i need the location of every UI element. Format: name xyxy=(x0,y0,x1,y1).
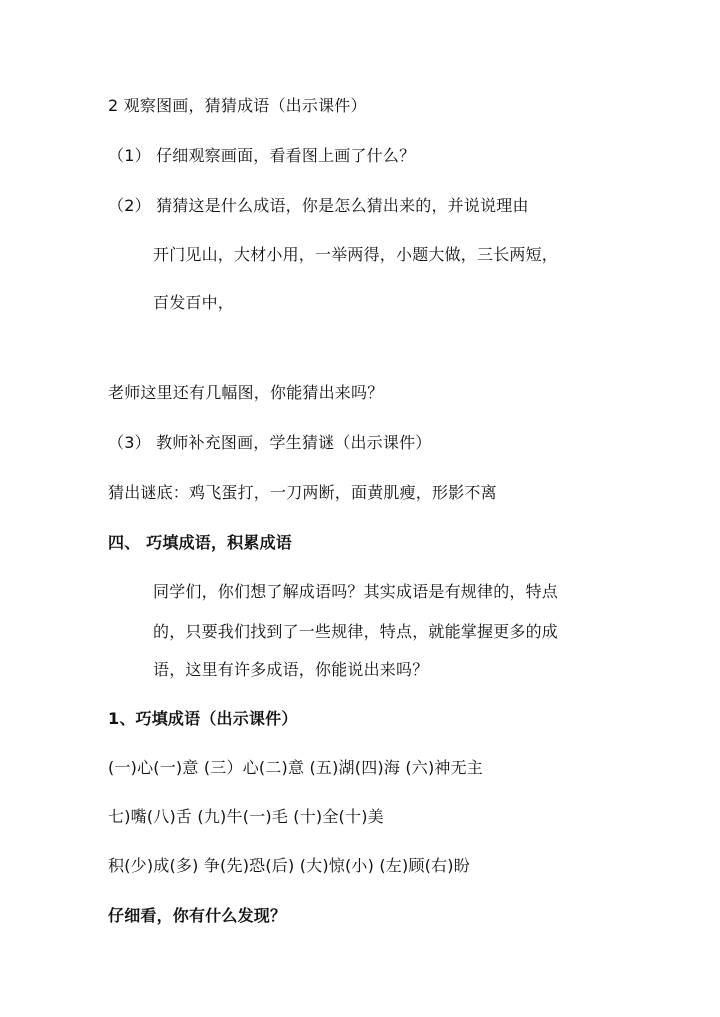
intro-line-3: 语，这里有许多成语，你能说出来吗？ xyxy=(153,660,429,679)
item-2: （2） 猜猜这是什么成语，你是怎么猜出来的，并说说理由 xyxy=(108,196,529,215)
riddle-answers: 猜出谜底：鸡飞蛋打，一刀两断，面黄肌瘦，形影不离 xyxy=(108,483,497,502)
section-2-heading: 2 观察图画，猜猜成语（出示课件） xyxy=(108,96,367,115)
idioms-line-1: 开门见山，大材小用，一举两得，小题大做，三长两短， xyxy=(153,245,559,264)
intro-line-2: 的，只要我们找到了一些规律，特点，就能掌握更多的成 xyxy=(153,622,559,641)
fill-row-2: 七)嘴(八)舌 (九)牛(一)毛 (十)全(十)美 xyxy=(108,807,384,826)
idioms-line-2: 百发百中， xyxy=(153,293,235,312)
item-3: （3） 教师补充图画，学生猜谜（出示课件） xyxy=(108,433,432,452)
fill-row-3: 积(少)成(多) 争(先)恐(后) (大)惊(小) (左)顾(右)盼 xyxy=(108,856,470,875)
teacher-question: 老师这里还有几幅图，你能猜出来吗？ xyxy=(108,383,384,402)
task-1-heading: 1、巧填成语（出示课件） xyxy=(108,709,298,728)
item-1: （1） 仔细观察画面，看看图上画了什么？ xyxy=(108,146,416,165)
closing-question: 仔细看，你有什么发现？ xyxy=(108,906,287,925)
section-4-heading: 四、 巧填成语，积累成语 xyxy=(108,533,292,552)
fill-row-1: (一)心(一)意 (三）心(二)意 (五)湖(四)海 (六)神无主 xyxy=(108,758,484,777)
intro-line-1: 同学们，你们想了解成语吗？其实成语是有规律的，特点 xyxy=(153,582,559,601)
